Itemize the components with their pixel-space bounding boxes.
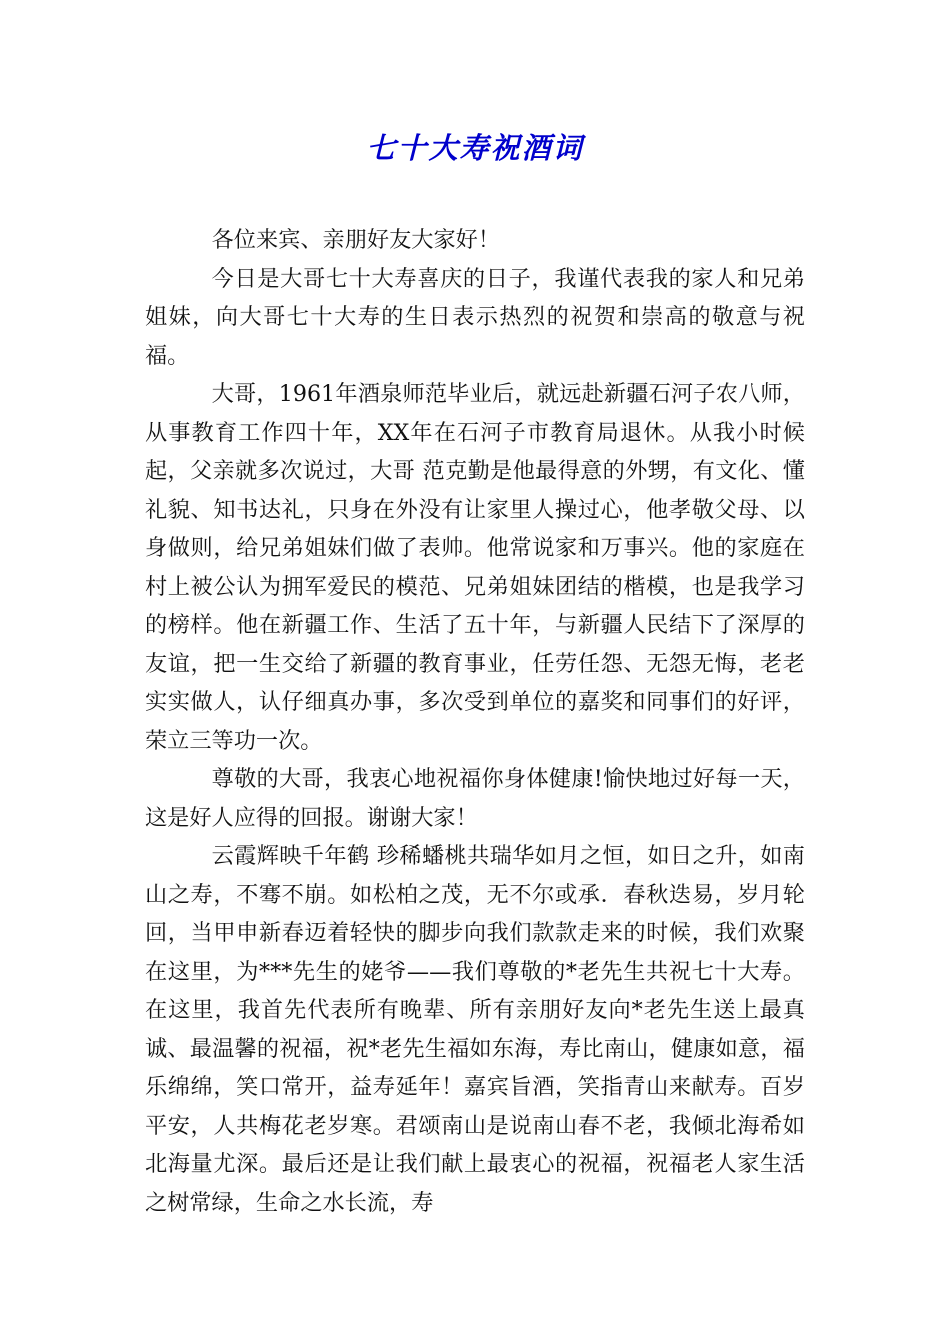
paragraph-greeting: 各位来宾、亲朋好友大家好！ xyxy=(211,227,501,253)
document-body xyxy=(145,221,805,1222)
paragraph-blessing: 尊敬的大哥，我衷心地祝福你身体健康!愉快地过好每一天，这是好人应得的回报。谢谢大家！ xyxy=(145,766,805,831)
paragraph-congratulation: 今日是大哥七十大寿喜庆的日子，我谨代表我的家人和兄弟姐妹，向大哥七十大寿的生日表示热烈的祝贺和崇高的敬意与祝福。 xyxy=(145,265,805,369)
document-title: 七十大寿祝酒词 xyxy=(366,131,584,165)
paragraph-biography: 大哥，1961年酒泉师范毕业后，就远赴新疆石河子农八师，从事教育工作四十年，XX年在石河子市教育局退休。从我小时候起，父亲就多次说过，大哥 范克勤是他最得意的外甥，有文化、懂礼貌、知书达礼，只身在外没有让家里人操过心，他孝敬父母、以身做则，给兄弟姐妹们做了表帅。他常说家和万事兴。他的家庭在村上被公认为拥军爱民的模范、兄弟姐妹团结的楷模，也是我学习的榜样。他在新疆工作、生活了五十年，与新疆人民结下了深厚的友谊，把一生交给了新疆的教育事业，任劳任怨、无怨无悔，老老实实做人，认仔细真办事，多次受到单位的嘉奖和同事们的好评，荣立三等功一次。 xyxy=(145,381,805,754)
paragraph-toast: 云霞辉映千年鹤 珍稀蟠桃共瑞华如月之恒，如日之升，如南山之寿，不骞不崩。如松柏之茂，无不尔或承．春秋迭易，岁月轮回，当甲申新春迈着轻快的脚步向我们款款走来的时候，我们欢聚在这里，为***先生的姥爷——我们尊敬的*老先生共祝七十大寿。在这里，我首先代表所有晚辈、所有亲朋好友向*老先生送上最真诚、最温馨的祝福，祝*老先生福如东海，寿比南山，健康如意，福乐绵绵，笑口常开，益寿延年！嘉宾旨酒，笑指青山来献寿。百岁平安，人共梅花老岁寒。君颂南山是说南山春不老，我倾北海希如北海量尤深。最后还是让我们献上最衷心的祝福，祝福老人家生活之树常绿，生命之水长流，寿 xyxy=(145,843,805,1216)
